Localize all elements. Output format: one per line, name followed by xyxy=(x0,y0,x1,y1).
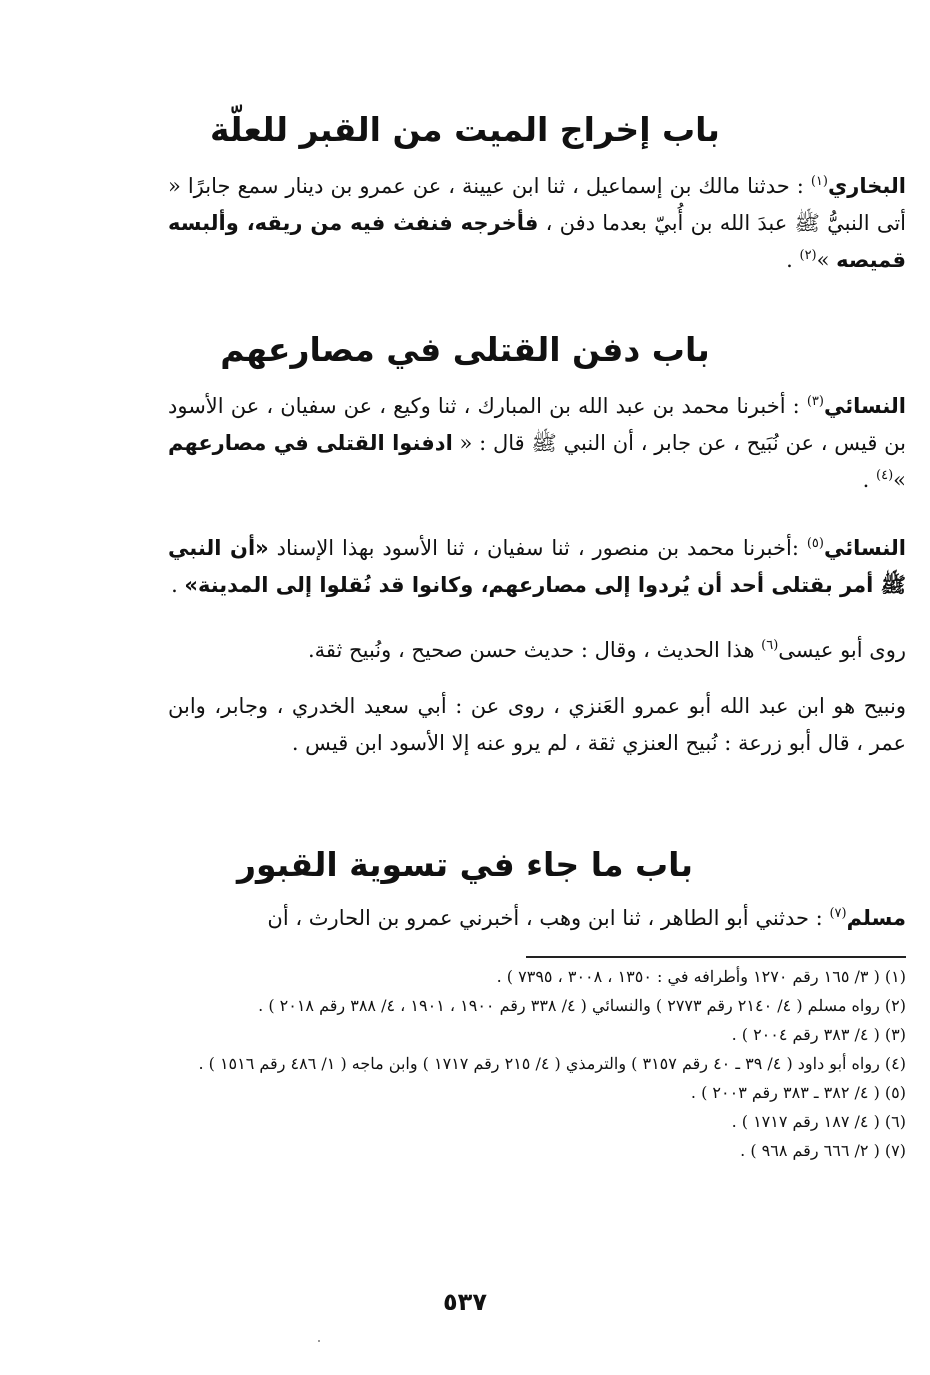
commentary-text: هذا الحديث ، وقال : حديث حسن صحيح ، ونُبيح ثقة. xyxy=(307,638,762,662)
footnote-6: (٦) ( ٤/ ١٨٧ رقم ١٧١٧ ) . xyxy=(731,1112,906,1131)
chapter-heading-2: باب دفن القتلى في مصارعهم xyxy=(220,330,710,369)
commentary-text: روى أبو عيسى xyxy=(778,638,906,662)
commentary-paragraph-tirmidhi xyxy=(168,632,906,669)
isnad-text: : أخبرنا محمد بن عبد الله بن المبارك ، ثنا وكيع ، عن سفيان ، عن الأسود بن قيس ، عن نُبَيح ، عن جابر ، أن النبي ﷺ قال : « xyxy=(168,394,907,455)
footnote-ref: (٢) xyxy=(799,248,817,263)
period: . xyxy=(862,468,876,492)
footnote-2: (٢) رواه مسلم ( ٤/ ٢١٤٠ رقم ٢٧٧٣ ) والنسائي ( ٤/ ٣٣٨ رقم ١٩٠٠ ، ١٩٠١ ، ٤/ ٣٨٨ رقم ٢٠١٨ ) . xyxy=(258,996,906,1015)
narrator-name: النسائي xyxy=(823,536,906,560)
footnote-ref: (٥) xyxy=(806,536,824,551)
hadith-paragraph-bukhari xyxy=(168,168,906,279)
quote-close: » xyxy=(893,468,906,492)
narrator-name: البخاري xyxy=(827,174,906,198)
hadith-text: فأخرجه فنفث فيه من ريقه، وألبسه قميصه xyxy=(168,211,906,272)
chapter-heading-1: باب إخراج الميت من القبر للعلّة xyxy=(210,110,720,149)
footnote-ref: (٤) xyxy=(876,468,894,483)
commentary-paragraph-nubaih xyxy=(168,688,906,762)
footnote-ref: (٦) xyxy=(761,638,779,653)
isnad-text: : حدثنا مالك بن إسماعيل ، ثنا ابن عيينة ، عن عمرو بن دينار سمع جابرًا « أتى النبيُّ ﷺ عبدَ الله بن أُبيّ بعدما دفن ، xyxy=(168,174,907,235)
scan-speck xyxy=(318,1340,320,1342)
period: . xyxy=(786,248,800,272)
footnote-ref: (١) xyxy=(810,174,828,189)
isnad-text: : حدثني أبو الطاهر ، ثنا ابن وهب ، أخبرني عمرو بن الحارث ، أن xyxy=(267,906,830,930)
hadith-paragraph-muslim xyxy=(168,900,906,937)
narrator-name: النسائي xyxy=(823,394,906,418)
footnote-ref: (٣) xyxy=(806,394,824,409)
hadith-text: ادفنوا القتلى في مصارعهم xyxy=(168,431,453,455)
isnad-text: :أخبرنا محمد بن منصور ، ثنا سفيان ، ثنا الأسود بهذا الإسناد xyxy=(268,536,807,560)
hadith-paragraph-nasai-1 xyxy=(168,388,906,499)
footnote-3: (٣) ( ٤/ ٣٨٣ رقم ٢٠٠٤ ) . xyxy=(731,1025,906,1044)
footnote-divider xyxy=(526,956,906,958)
hadith-text: «أن النبي ﷺ أمر بقتلى أحد أن يُردوا إلى مصارعهم، وكانوا قد نُقلوا إلى المدينة» xyxy=(168,536,906,597)
commentary-text: ونبيح هو ابن عبد الله أبو عمرو العَنزي ، روى عن : أبي سعيد الخدري ، وجابر، وابن عمر ، قال أبو زرعة : نُبيح العنزي ثقة ، لم يرو عنه إلا الأسود ابن قيس . xyxy=(168,694,906,755)
footnote-1: (١) ( ٣/ ١٦٥ رقم ١٢٧٠ وأطرافه في : ١٣٥٠ ، ٣٠٠٨ ، ٧٣٩٥ ) . xyxy=(496,967,906,986)
page-number: ٥٣٧ xyxy=(443,1288,487,1316)
footnotes-list xyxy=(168,962,906,1165)
quote-close: » xyxy=(816,248,837,272)
footnote-5: (٥) ( ٤/ ٣٨٢ ـ ٣٨٣ رقم ٢٠٠٣ ) . xyxy=(690,1083,906,1102)
footnote-7: (٧) ( ٢/ ٦٦٦ رقم ٩٦٨ ) . xyxy=(740,1141,906,1160)
footnote-ref: (٧) xyxy=(829,906,847,921)
period: . xyxy=(171,573,185,597)
chapter-heading-3: باب ما جاء في تسوية القبور xyxy=(237,845,693,884)
footnote-4: (٤) رواه أبو داود ( ٤/ ٣٩ ـ ٤٠ رقم ٣١٥٧ ) والترمذي ( ٤/ ٢١٥ رقم ١٧١٧ ) وابن ماجه ( ١/ ٤٨٦ رقم ١٥١٦ ) . xyxy=(198,1054,906,1073)
narrator-name: مسلم xyxy=(846,906,906,930)
hadith-paragraph-nasai-2 xyxy=(168,530,906,604)
